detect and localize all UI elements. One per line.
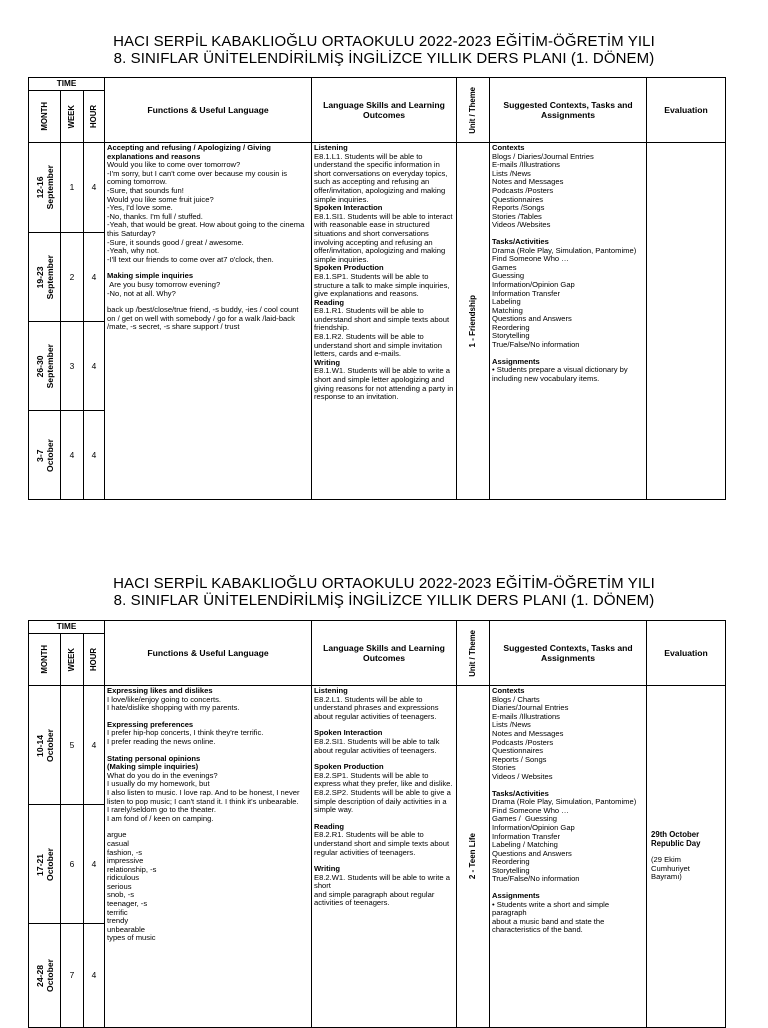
- week-cell: 6: [61, 805, 84, 924]
- section-heading: Stating personal opinions: [107, 753, 201, 763]
- functions-header: Functions & Useful Language: [105, 78, 312, 143]
- text-line: I prefer hip-hop concerts, I think they're terrific.: [107, 728, 264, 738]
- evaluation-header: Evaluation: [647, 621, 726, 686]
- text-line: • Students prepare a visual dictionary by including new vocabulary items.: [492, 365, 630, 383]
- text-line: Matching: [492, 305, 523, 315]
- unit-theme-cell: 1 - Friendship: [457, 143, 490, 500]
- text-line: Questionnaires: [492, 194, 544, 204]
- section-heading: Spoken Interaction: [314, 728, 383, 738]
- text-line: relationship, -s: [107, 864, 157, 874]
- text-line: E8.1.R2. Students will be able to understand short and simple invitation letters, cards and e-mails.: [314, 332, 445, 359]
- text-line: Would you like to come over tomorrow?: [107, 160, 241, 170]
- text-line: Reordering: [492, 322, 530, 332]
- section-heading: Writing: [314, 357, 341, 367]
- section-heading: Reading: [314, 297, 344, 307]
- hour-cell: 4: [84, 143, 105, 233]
- text-line: -Sure, it sounds good / great / awesome.: [107, 237, 244, 247]
- functions-content: [105, 143, 312, 500]
- text-line: Reports /Songs: [492, 203, 545, 213]
- text-line: E8.2.SI1. Students will be able to talk about regular activities of teenagers.: [314, 736, 442, 755]
- text-line: trendy: [107, 916, 129, 926]
- text-line: Games / Guessing: [492, 814, 558, 824]
- text-line: Reordering: [492, 857, 530, 867]
- text-line: E8.1.L1. Students will be able to understand the specific information in short conversations on everyday topics, such as accepting and refusing an offer/invitation, apologizing and making simple inquiries.: [314, 151, 450, 204]
- text-line: (29 Ekim Cumhuriyet Bayramı): [651, 855, 690, 882]
- contexts-content: [490, 143, 647, 500]
- skills-content: [312, 143, 457, 500]
- hour-cell: 4: [84, 411, 105, 500]
- evaluation-content: [647, 686, 726, 1028]
- text-line: • Students write a short and simple paragraph: [492, 899, 612, 918]
- skills-content: [312, 686, 457, 1028]
- text-line: Find Someone Who …: [492, 254, 569, 264]
- text-line: Information/Opinion Gap: [492, 822, 575, 832]
- week-header: WEEK: [61, 91, 84, 143]
- week-cell: 4: [61, 411, 84, 500]
- text-line: Stories /Tables: [492, 211, 542, 221]
- week-cell: 7: [61, 924, 84, 1028]
- text-line: snob, -s: [107, 890, 135, 900]
- section-heading: Assignments: [492, 356, 540, 366]
- text-line: -Yes, I'd love some.: [107, 203, 173, 213]
- hour-header: HOUR: [84, 91, 105, 143]
- text-line: E8.2.SP1. Students will be able to express what they prefer, like and dislike.: [314, 770, 453, 789]
- section-heading: Expressing likes and dislikes: [107, 686, 213, 695]
- month-cell: 10-14 October: [29, 686, 61, 805]
- contexts-header: Suggested Contexts, Tasks and Assignments: [490, 78, 647, 143]
- text-line: types of music: [107, 933, 156, 943]
- evaluation-header: Evaluation: [647, 78, 726, 143]
- section-heading: Contexts: [492, 686, 525, 695]
- week-cell: 1: [61, 143, 84, 233]
- text-line: E8.2.L1. Students will be able to understand phrases and expressions about regular activities of teenagers.: [314, 694, 441, 721]
- plan-table-1: [28, 77, 726, 500]
- text-line: Notes and Messages: [492, 177, 564, 187]
- text-line: E8.1.SI1. Students will be able to interact with reasonable ease in structured situations and short conversations involving accepting and refusing an offer/invitation, apologizing and making simple inquiries.: [314, 211, 455, 264]
- text-line: True/False/No information: [492, 340, 580, 350]
- section-heading: Tasks/Activities: [492, 788, 549, 798]
- text-line: I prefer reading the news online.: [107, 736, 216, 746]
- unit-header: Unit / Theme: [457, 621, 490, 686]
- school-title: HACI SERPİL KABAKLIOĞLU ORTAOKULU 2022-2023 EĞİTİM-ÖĞRETİM YILI: [113, 33, 655, 50]
- text-line: -Yeah, why not.: [107, 246, 160, 256]
- text-line: E-mails /Illustrations: [492, 711, 560, 721]
- text-line: Information/Opinion Gap: [492, 279, 575, 289]
- text-line: -No, thanks. I'm full / stuffed.: [107, 211, 203, 221]
- hour-cell: 4: [84, 805, 105, 924]
- skills-header: Language Skills and Learning Outcomes: [312, 621, 457, 686]
- text-line: E-mails /Illustrations: [492, 160, 560, 170]
- week-cell: 3: [61, 322, 84, 411]
- unit-theme-cell: 2 - Teen Life: [457, 686, 490, 1028]
- page-title-1: [0, 33, 768, 67]
- text-line: -No, not at all. Why?: [107, 288, 176, 298]
- text-line: and simple paragraph about regular activities of teenagers.: [314, 889, 437, 908]
- hour-cell: 4: [84, 233, 105, 322]
- text-line: Notes and Messages: [492, 728, 564, 738]
- section-heading: Listening: [314, 686, 348, 695]
- text-line: argue: [107, 830, 127, 840]
- hour-header: HOUR: [84, 634, 105, 686]
- time-header: TIME: [29, 621, 105, 634]
- month-cell: 12-16 September: [29, 143, 61, 233]
- text-line: Storytelling: [492, 331, 530, 341]
- text-line: E8.2.SP2. Students will be able to give a simple description of daily activities in a simple way.: [314, 787, 453, 815]
- text-line: Labeling: [492, 297, 521, 307]
- text-line: Information Transfer: [492, 288, 560, 298]
- text-line: Information Transfer: [492, 831, 560, 841]
- hour-cell: 4: [84, 686, 105, 805]
- section-heading: Assignments: [492, 891, 540, 901]
- text-line: fashion, -s: [107, 847, 143, 857]
- text-line: Would you like some fruit juice?: [107, 194, 214, 204]
- text-line: E8.2.R1. Students will be able to understand short and simple texts about regular activities of teenagers.: [314, 830, 452, 857]
- text-line: E8.2.W1. Students will be able to write a short: [314, 872, 453, 891]
- section-heading: Reading: [314, 821, 344, 831]
- text-line: Blogs / Diaries/Journal Entries: [492, 151, 594, 161]
- page-title-2: [0, 575, 768, 609]
- text-line: casual: [107, 838, 129, 848]
- text-line: ridiculous: [107, 873, 140, 883]
- section-heading: Accepting and refusing / Apologizing / Giving explanations and reasons: [107, 143, 273, 161]
- text-line: -I'm sorry, but I can't come over because my cousin is coming tomorrow.: [107, 168, 290, 187]
- evaluation-content: [647, 143, 726, 500]
- text-line: terrific: [107, 907, 128, 917]
- section-heading: Tasks/Activities: [492, 236, 549, 246]
- text-line: Questions and Answers: [492, 848, 572, 858]
- section-heading: Spoken Production: [314, 263, 384, 273]
- contexts-header: Suggested Contexts, Tasks and Assignments: [490, 621, 647, 686]
- text-line: I am fond of / keen on camping.: [107, 813, 214, 823]
- section-heading: Spoken Interaction: [314, 203, 383, 213]
- functions-content: [105, 686, 312, 1028]
- text-line: Guessing: [492, 271, 525, 281]
- month-header: MONTH: [29, 634, 61, 686]
- month-header: MONTH: [29, 91, 61, 143]
- text-line: about a music band and state the characteristics of the band.: [492, 916, 607, 935]
- text-line: -Yeah, that would be great. How about going to the cinema this Saturday?: [107, 220, 307, 238]
- month-cell: 3-7 October: [29, 411, 61, 500]
- section-heading: 29th October Republic Day: [651, 830, 701, 848]
- functions-header: Functions & Useful Language: [105, 621, 312, 686]
- text-line: Storytelling: [492, 865, 530, 875]
- text-line: Drama (Role Play, Simulation, Pantomime): [492, 797, 637, 807]
- text-line: impressive: [107, 856, 144, 866]
- plan-title: 8. SINIFLAR ÜNİTELENDİRİLMİŞ İNGİLİZCE YILLIK DERS PLANI (1. DÖNEM): [113, 592, 655, 609]
- text-line: I hate/dislike shopping with my parents.: [107, 703, 240, 713]
- text-line: Diaries/Journal Entries: [492, 703, 569, 713]
- section-heading: Writing: [314, 864, 341, 874]
- section-heading: Spoken Production: [314, 762, 384, 772]
- school-title: HACI SERPİL KABAKLIOĞLU ORTAOKULU 2022-2023 EĞİTİM-ÖĞRETİM YILI: [113, 575, 655, 592]
- time-header: TIME: [29, 78, 105, 91]
- text-line: I usually do my homework, but: [107, 779, 210, 789]
- month-cell: 26-30 September: [29, 322, 61, 411]
- text-line: Videos /Websites: [492, 220, 551, 230]
- text-line: I also listen to music. I love rap. And to be honest, I never listen to pop music; I can't stand it. I think it's unbearable.: [107, 787, 302, 806]
- hour-cell: 4: [84, 322, 105, 411]
- text-line: E8.1.SP1. Students will be able to structure a talk to make simple inquiries, give explanations and reasons.: [314, 271, 452, 299]
- text-line: E8.1.W1. Students will be able to write a short and simple letter apologizing and giving reasons for not attending a party in response to an invitation.: [314, 366, 456, 402]
- section-heading: (Making simple inquiries): [107, 762, 199, 772]
- text-line: Are you busy tomorrow evening?: [107, 279, 221, 289]
- unit-header: Unit / Theme: [457, 78, 490, 143]
- text-line: Blogs / Charts: [492, 694, 540, 704]
- text-line: Stories: [492, 763, 516, 773]
- text-line: E8.1.R1. Students will be able to understand short and simple texts about friendship.: [314, 306, 452, 333]
- skills-header: Language Skills and Learning Outcomes: [312, 78, 457, 143]
- section-heading: Listening: [314, 143, 348, 152]
- plan-title: 8. SINIFLAR ÜNİTELENDİRİLMİŞ İNGİLİZCE YILLIK DERS PLANI (1. DÖNEM): [113, 50, 655, 67]
- text-line: I love/like/enjoy going to concerts.: [107, 694, 222, 704]
- text-line: Lists /News: [492, 720, 531, 730]
- text-line: -Sure, that sounds fun!: [107, 185, 184, 195]
- month-cell: 24-28 October: [29, 924, 61, 1028]
- section-heading: Making simple inquiries: [107, 271, 194, 281]
- text-line: Reports / Songs: [492, 754, 547, 764]
- week-cell: 5: [61, 686, 84, 805]
- text-line: -I'll text our friends to come over at7 o'clock, then.: [107, 254, 274, 264]
- text-line: Videos / Websites: [492, 771, 553, 781]
- week-header: WEEK: [61, 634, 84, 686]
- text-line: Find Someone Who …: [492, 805, 569, 815]
- text-line: Games: [492, 262, 517, 272]
- month-cell: 17-21 October: [29, 805, 61, 924]
- text-line: True/False/No information: [492, 874, 580, 884]
- section-heading: Contexts: [492, 143, 525, 152]
- week-cell: 2: [61, 233, 84, 322]
- plan-table-2: [28, 620, 726, 1028]
- text-line: Questionnaires: [492, 746, 544, 756]
- text-line: serious: [107, 881, 132, 891]
- month-cell: 19-23 September: [29, 233, 61, 322]
- text-line: Labeling / Matching: [492, 840, 558, 850]
- text-line: Questions and Answers: [492, 314, 572, 324]
- text-line: Podcasts /Posters: [492, 737, 554, 747]
- text-line: I rarely/seldom go to the theater.: [107, 805, 216, 815]
- text-line: unbearable: [107, 924, 146, 934]
- text-line: What do you do in the evenings?: [107, 770, 218, 780]
- section-heading: Expressing preferences: [107, 719, 194, 729]
- text-line: Drama (Role Play, Simulation, Pantomime): [492, 245, 637, 255]
- text-line: teenager, -s: [107, 899, 148, 909]
- text-line: Podcasts /Posters: [492, 185, 554, 195]
- text-line: Lists /News: [492, 168, 531, 178]
- text-line: back up /best/close/true friend, -s buddy, -ies / cool count on / get on well with somebody / go for a walk /laid-back /mate, -s secret, -s share support / trust: [107, 305, 301, 332]
- contexts-content: [490, 686, 647, 1028]
- spacer: [107, 823, 309, 831]
- hour-cell: 4: [84, 924, 105, 1028]
